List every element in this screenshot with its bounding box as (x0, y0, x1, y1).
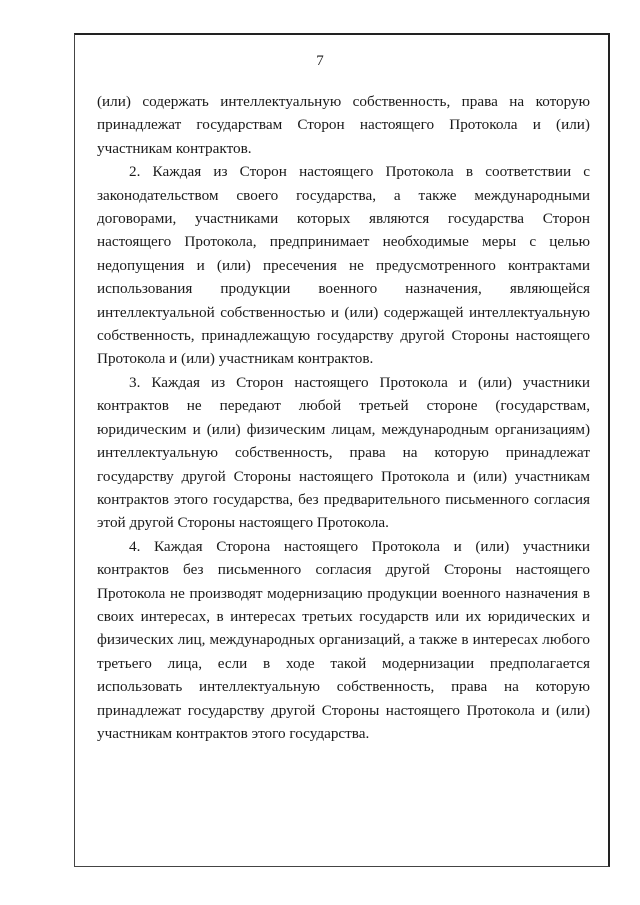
paragraph-clause-3: 3. Каждая из Сторон настоящего Протокола и (или) участники контрактов не передают любой третьей стороне (государствам, юридическим и (или) физическим лицам, международным организациям) интеллектуальную собственность, права на которую принадлежат государству другой Стороны настоящего Протокола и (или) участникам контрактов этого государства, без предварительного письменного согласия этой другой Стороны настоящего Протокола. (97, 373, 590, 532)
paragraph-continuation: (или) содержать интеллектуальную собственность, права на которую принадлежат государствам Сторон настоящего Протокола и (или) участникам контрактов. (97, 93, 590, 157)
document-body (97, 90, 590, 745)
paragraph-clause-2: 2. Каждая из Сторон настоящего Протокола в соответствии с законодательством своего государства, а также международными договорами, участниками которых являются государства Сторон настоящего Протокола, предпринимает необходимые меры с целью недопущения и (или) пресечения не предусмотренного контрактами использования продукции военного назначения, являющейся интеллектуальной собственностью и (или) содержащей интеллектуальную собственность, принадлежащую государству другой Стороны настоящего Протокола и (или) участникам контрактов. (97, 163, 590, 368)
paragraph-clause-4: 4. Каждая Сторона настоящего Протокола и (или) участники контрактов без письменного согласия другой Стороны настоящего Протокола не производят модернизацию продукции военного назначения в своих интересах, в интересах третьих государств или их юридических и физических лиц, международных организаций, а также в интересах любого третьего лица, если в ходе такой модернизации предполагается использовать интеллектуальную собственность, права на которую принадлежат государству другой Стороны настоящего Протокола и (или) участникам контрактов этого государства. (97, 537, 590, 742)
page-number: 7 (316, 53, 324, 69)
